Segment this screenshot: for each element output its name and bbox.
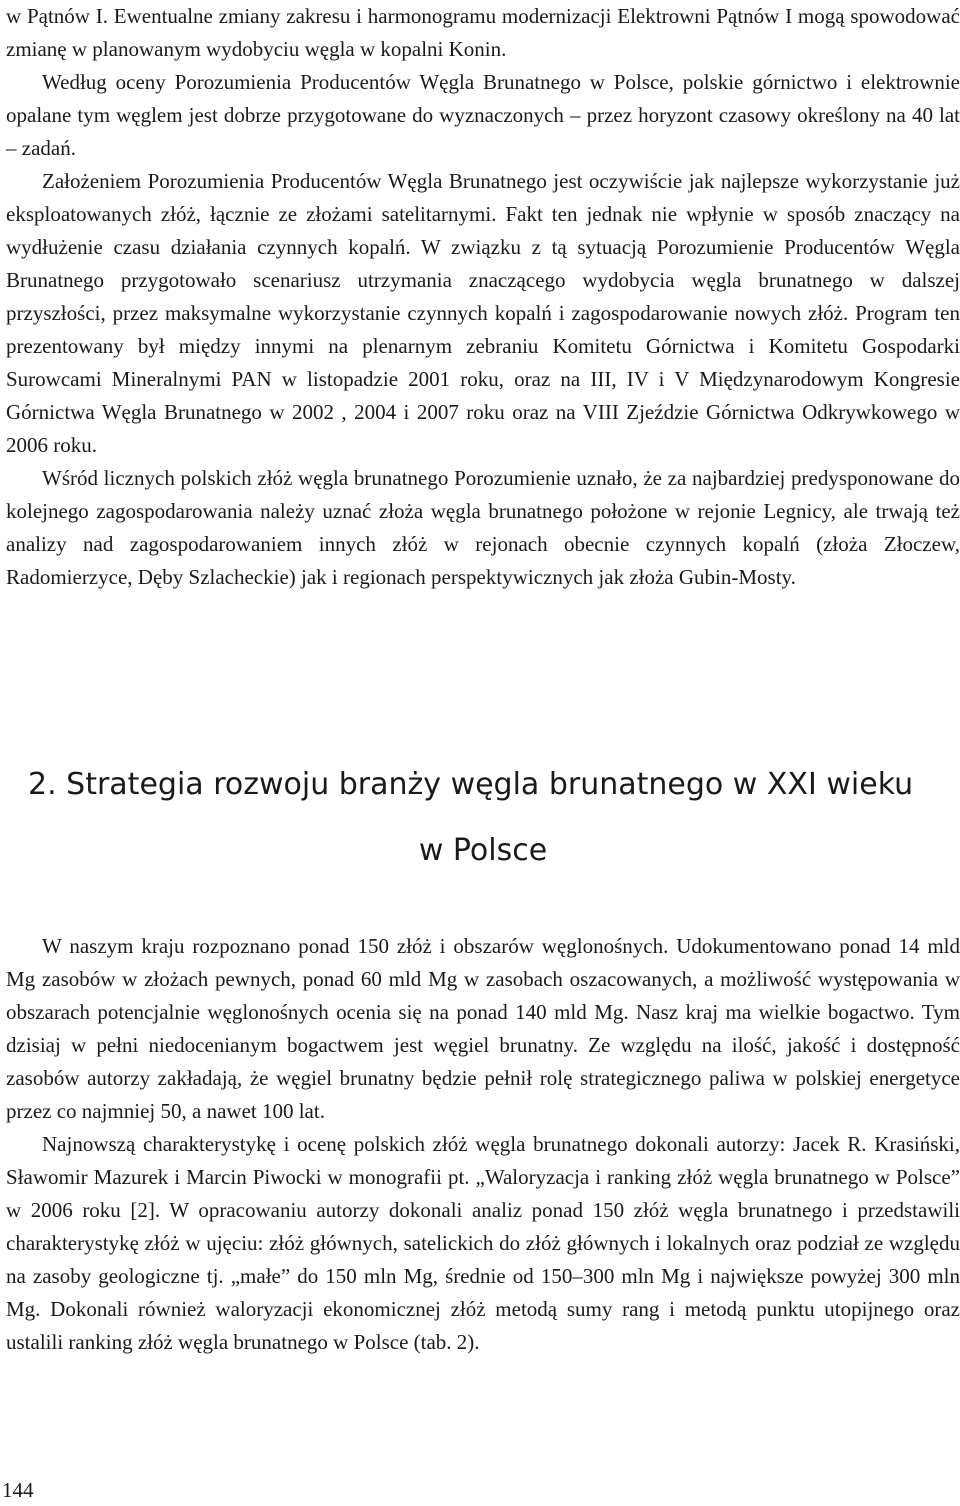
section-heading-line-2: w Polsce (418, 833, 548, 868)
paragraph: Najnowszą charakterystykę i ocenę polskich złóż węgla brunatnego dokonali autorzy: Jacek R. Krasiński, Sławomir Mazurek i Marcin Piwocki w monografii pt. „Waloryzacja i ranking złóż węgla brunatnego w Polsce” w 2006 roku [2]. W opracowaniu autorzy dokonali analiz ponad 150 złóż węgla brunatnego i przedstawili charakterystykę złóż w ujęciu: złóż głównych, satelickich do złóż głównych i lokalnych oraz podział ze względu na zasoby geologiczne tj. „małe” do 150 mln Mg, średnie od 150–300 mln Mg i największe powyżej 300 mln Mg. Dokonali również waloryzacji ekonomicznej złóż metodą sumy rang i metodą punktu utopijnego oraz ustalili ranking złóż węgla brunatnego w Polsce (tab. 2). (6, 1132, 960, 1354)
paragraph: Według oceny Porozumienia Producentów Węgla Brunatnego w Polsce, polskie górnictwo i elektrownie opalane tym węglem jest dobrze przygotowane do wyznaczonych – przez horyzont czasowy określony na 40 lat – zadań. (6, 70, 960, 160)
section-heading (6, 752, 960, 884)
paragraph: Wśród licznych polskich złóż węgla brunatnego Porozumienie uznało, że za najbardziej predysponowane do kolejnego zagospodarowania należy uznać złoża węgla brunatnego położone w rejonie Legnicy, ale trwają też analizy nad zagospodarowaniem innych złóż w rejonach obecnie czynnych kopalń (złoża Złoczew, Radomierzyce, Dęby Szlacheckie) jak i regionach perspektywicznych jak złoża Gubin-Mosty. (6, 466, 960, 589)
paragraph: Założeniem Porozumienia Producentów Węgla Brunatnego jest oczywiście jak najlepsze wykorzystanie już eksploatowanych złóż, łącznie ze złożami satelitarnymi. Fakt ten jednak nie wpłynie w sposób znaczący na wydłużenie czasu działania czynnych kopalń. W związku z tą sytuacją Porozumienie Producentów Węgla Brunatnego przygotowało scenariusz utrzymania znaczącego wydobycia węgla brunatnego w dalszej przyszłości, przez maksymalne wykorzystanie czynnych kopalń i zagospodarowanie nowych złóż. Program ten prezentowany był między innymi na plenarnym zebraniu Komitetu Górnictwa i Komitetu Gospodarki Surowcami Mineralnymi PAN w listopadzie 2001 roku, oraz na III, IV i V Międzynarodowym Kongresie Górnictwa Węgla Brunatnego w 2002 , 2004 i 2007 roku oraz na VIII Zjeździe Górnictwa Odkrywkowego w 2006 roku. (6, 169, 960, 457)
paragraph: w Pątnów I. Ewentualne zmiany zakresu i harmonogramu modernizacji Elektrowni Pątnów I mogą spowodować zmianę w planowanym wydobyciu węgla w kopalni Konin. (6, 4, 960, 61)
section-1-text (6, 0, 960, 594)
section-heading-line-1: 2. Strategia rozwoju branży węgla brunatnego w XXI wieku (28, 767, 914, 802)
section-2-text (6, 930, 960, 1359)
paragraph: W naszym kraju rozpoznano ponad 150 złóż i obszarów węglonośnych. Udokumentowano ponad 14 mld Mg zasobów w złożach pewnych, ponad 60 mld Mg w zasobach oszacowanych, a możliwość występowania w obszarach potencjalnie węglonośnych ocenia się na ponad 140 mld Mg. Nasz kraj ma wielkie bogactwo. Tym dzisiaj w pełni niedocenianym bogactwem jest węgiel brunatny. Ze względu na ilość, jakość i dostępność zasobów autorzy zakładają, że węgiel brunatny będzie pełnił rolę strategicznego paliwa w polskiej energetyce przez co najmniej 50, a nawet 100 lat. (6, 934, 960, 1123)
page-number: 144 (2, 1478, 34, 1502)
